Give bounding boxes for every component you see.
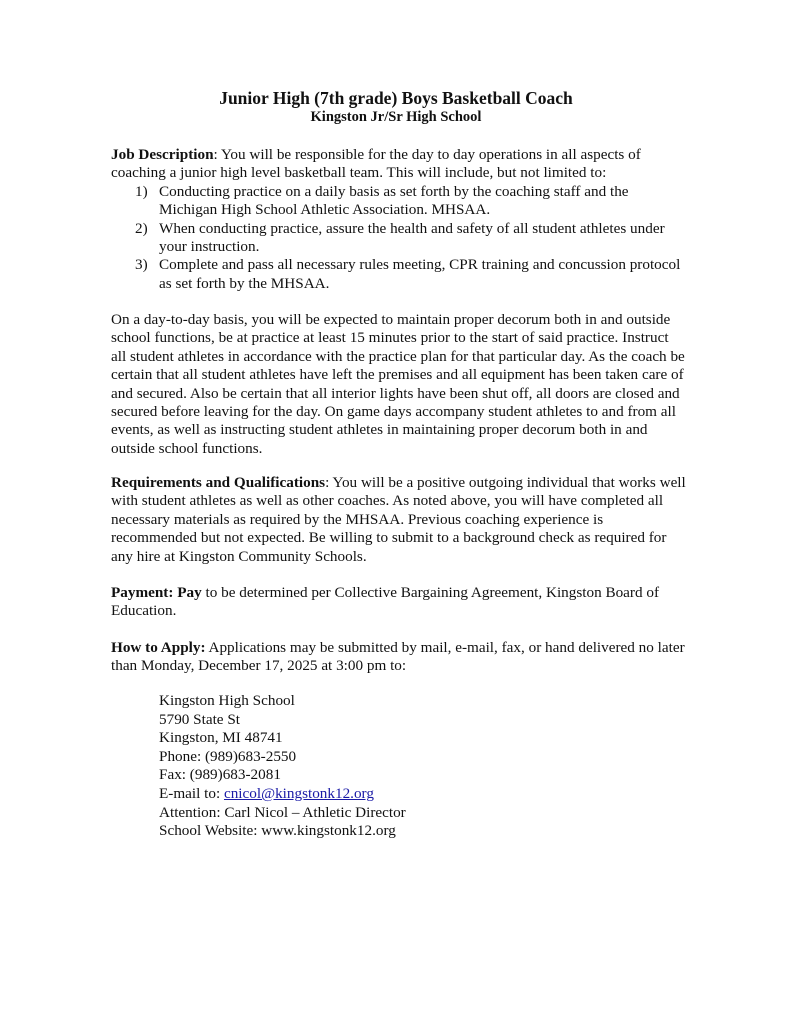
- how-to-apply-paragraph: [111, 639, 686, 676]
- requirements-paragraph: [111, 474, 686, 566]
- requirements-text: : You will be a positive outgoing individual that works well with student athletes as well as other coaches. As noted above, you will have completed all necessary materials as required by the MHSAA. Previous coaching experience is recommended but not expected. Be willing to submit to a background check as required for any hire at Kingston Community Schools.: [111, 474, 686, 565]
- payment-section: [111, 584, 686, 621]
- street-address: 5790 State St: [159, 710, 241, 728]
- list-number: 2): [135, 219, 148, 237]
- school-subtitle: Kingston Jr/Sr High School: [310, 109, 482, 125]
- requirements-label: Requirements and Qualifications: [111, 474, 326, 491]
- email-label: E-mail to:: [159, 784, 224, 802]
- daily-duties-section: [111, 311, 686, 458]
- school-website: School Website: www.kingstonk12.org: [159, 822, 396, 840]
- contact-address-block: [159, 692, 579, 841]
- page-title: Junior High (7th grade) Boys Basketball Coach: [219, 88, 573, 108]
- requirements-section: [111, 474, 686, 566]
- list-item-text: Conducting practice on a daily basis as set forth by the coaching staff and the Michigan High School Athletic Association. MHSAA.: [159, 182, 629, 219]
- phone-number: Phone: (989)683-2550: [159, 747, 297, 765]
- list-number: 3): [135, 256, 148, 274]
- daily-duties-paragraph: On a day-to-day basis, you will be expected to maintain proper decorum both in and outside school functions, be at practice at least 15 minutes prior to the start of said practice. Instruct all student athletes in accordance with the practice plan for that particular day. As the coach be certain that all student athletes have left the premises and all equipment has been taken care of and secured. Also be certain that all interior lights have been shut off, all doors are closed and secured before leaving for the day. On game days accompany student athletes to and from all events, as well as instructing student athletes in maintaining proper decorum both in and outside school functions.: [111, 311, 685, 457]
- job-description-text: : You will be responsible for the day to day operations in all aspects of coaching a junior high level basketball team. This will include, but not limited to:: [111, 146, 641, 182]
- list-item: [111, 256, 686, 293]
- job-description-section: [111, 146, 686, 293]
- list-number: 1): [135, 182, 148, 200]
- email-link[interactable]: cnicol@kingstonk12.org: [223, 784, 374, 802]
- payment-text: to be determined per Collective Bargaining Agreement, Kingston Board of Education.: [111, 584, 660, 620]
- fax-number: Fax: (989)683-2081: [159, 766, 281, 784]
- duties-list: [111, 183, 686, 293]
- attention-line: Attention: Carl Nicol – Athletic Director: [159, 803, 406, 821]
- job-description-label: Job Description: [111, 146, 214, 163]
- payment-label: Payment: Pay: [111, 584, 202, 601]
- list-item: [111, 220, 686, 257]
- school-name: Kingston High School: [159, 692, 295, 709]
- list-item-text: Complete and pass all necessary rules meeting, CPR training and concussion protocol as set forth by the MHSAA.: [159, 256, 681, 292]
- list-item-text: When conducting practice, assure the health and safety of all student athletes under your instruction.: [159, 219, 665, 256]
- list-item: [111, 183, 686, 220]
- email-line: [159, 785, 579, 804]
- how-to-apply-section: [111, 639, 686, 676]
- city-state-zip: Kingston, MI 48741: [159, 729, 283, 747]
- how-to-apply-label: How to Apply:: [111, 639, 206, 656]
- job-description-intro: [111, 146, 686, 183]
- how-to-apply-text: Applications may be submitted by mail, e-mail, fax, or hand delivered no later than Monday, December 17, 2025 at 3:00 pm to:: [111, 639, 685, 675]
- payment-paragraph: [111, 584, 686, 621]
